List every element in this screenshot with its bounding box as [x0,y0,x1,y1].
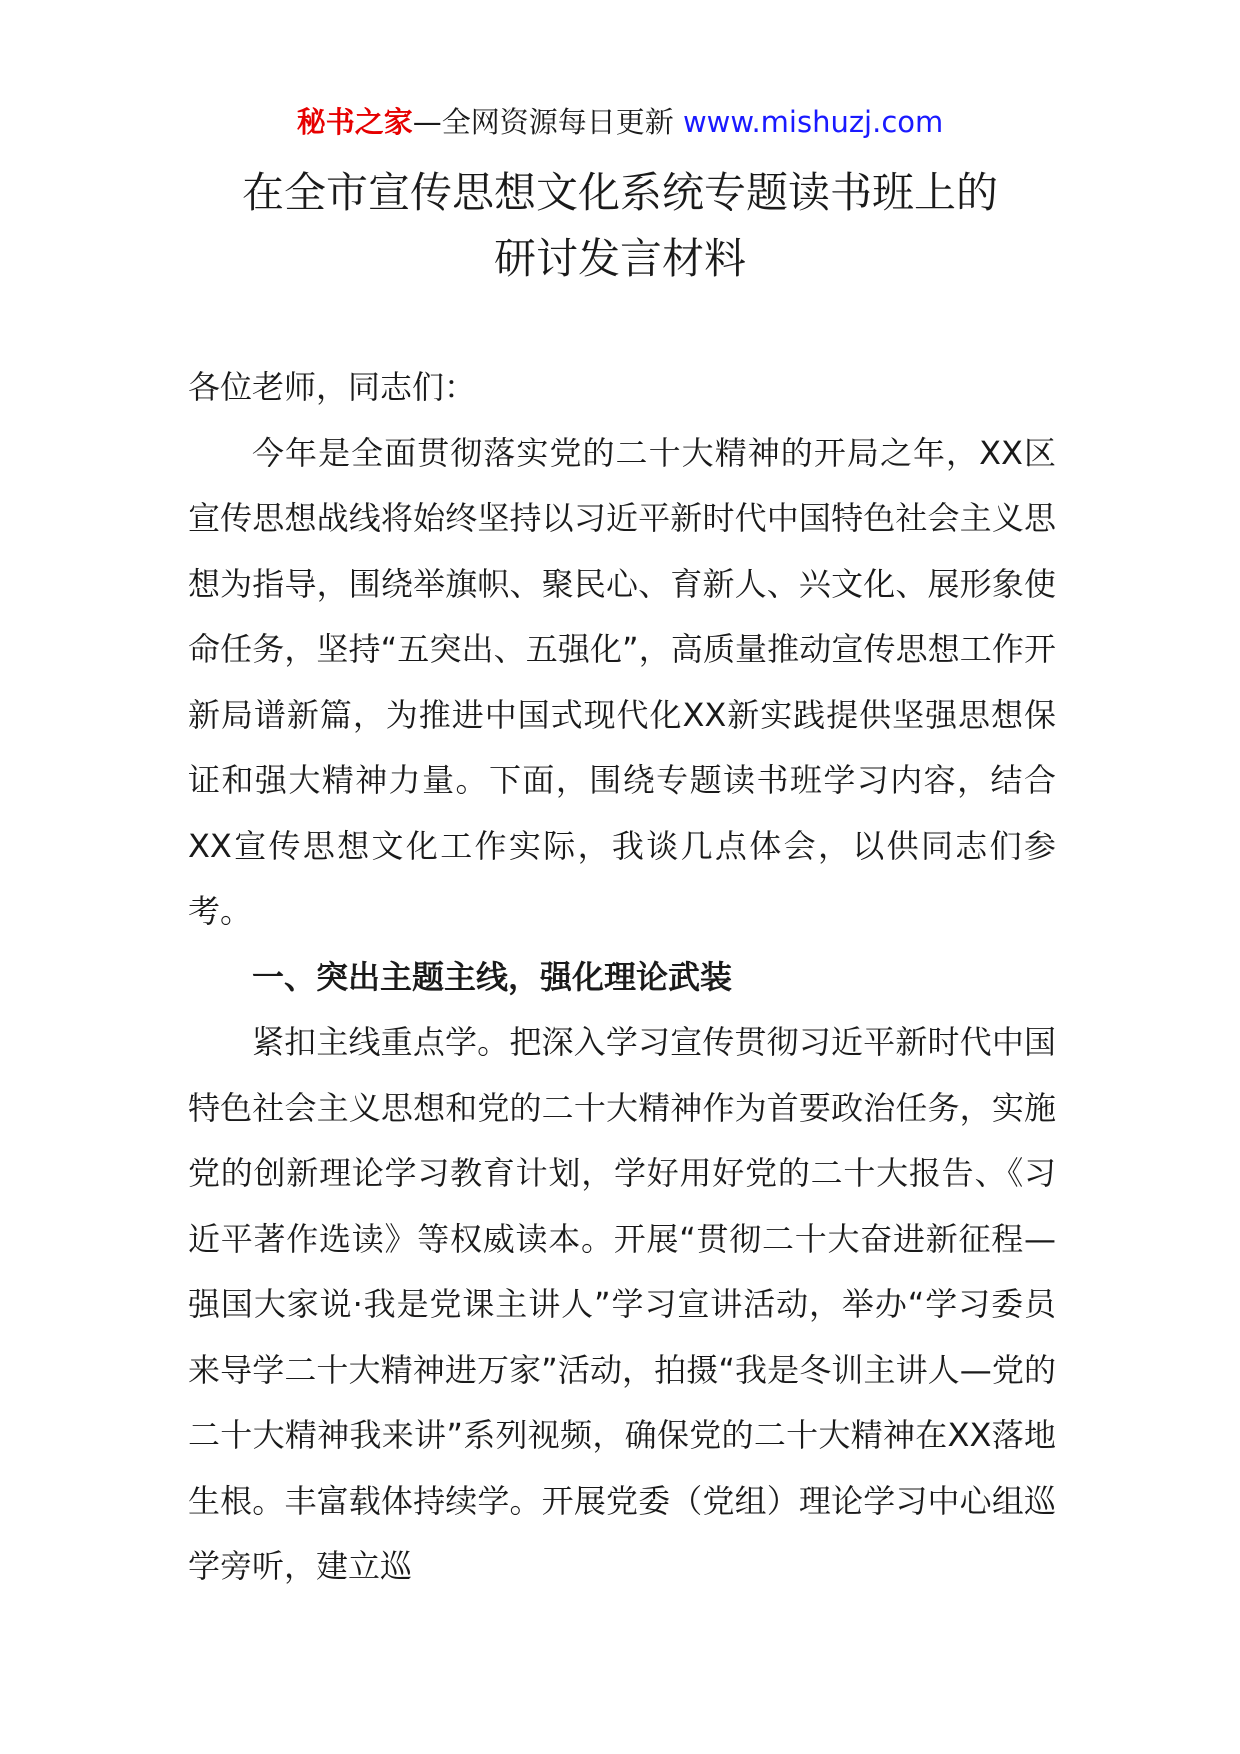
site-url-link[interactable]: www.mishuzj.com [682,105,944,139]
brand-name: 秘书之家 [296,105,413,139]
section-heading-1: 一、突出主题主线，强化理论武装 [252,957,733,996]
site-banner [0,102,1240,142]
title-line-2: 研讨发言材料 [493,234,746,283]
banner-slogan: —全网资源每日更新 [412,105,683,139]
section-1-paragraph: 紧扣主线重点学。把深入学习宣传贯彻习近平新时代中国特色社会主义思想和党的二十大精神作为首要政治任务，实施党的创新理论学习教育计划，学好用好党的二十大报告、《习近平著作选读》等权威读本。开展“贯彻二十大奋进新征程—强国大家说·我是党课主讲人”学习宣讲活动，举办“学习委员来导学二十大精神进万家”活动，拍摄“我是冬训主讲人—党的二十大精神我来讲”系列视频，确保党的二十大精神在XX落地生根。丰富载体持续学。开展党委（党组）理论学习中心组巡学旁听，建立巡 [188,1023,1056,1585]
document-title [0,160,1240,292]
title-line-1: 在全市宣传思想文化系统专题读书班上的 [241,168,998,217]
salutation: 各位老师，同志们： [188,368,477,406]
document-body [188,355,1056,1600]
intro-paragraph: 今年是全面贯彻落实党的二十大精神的开局之年，XX区宣传思想战线将始终坚持以习近平新时代中国特色社会主义思想为指导，围绕举旗帜、聚民心、育新人、兴文化、展形象使命任务，坚持“五突出、五强化”，高质量推动宣传思想工作开新局谱新篇，为推进中国式现代化XX新实践提供坚强思想保证和强大精神力量。下面，围绕专题读书班学习内容，结合XX宣传思想文化工作实际，我谈几点体会，以供同志们参考。 [188,433,1056,930]
